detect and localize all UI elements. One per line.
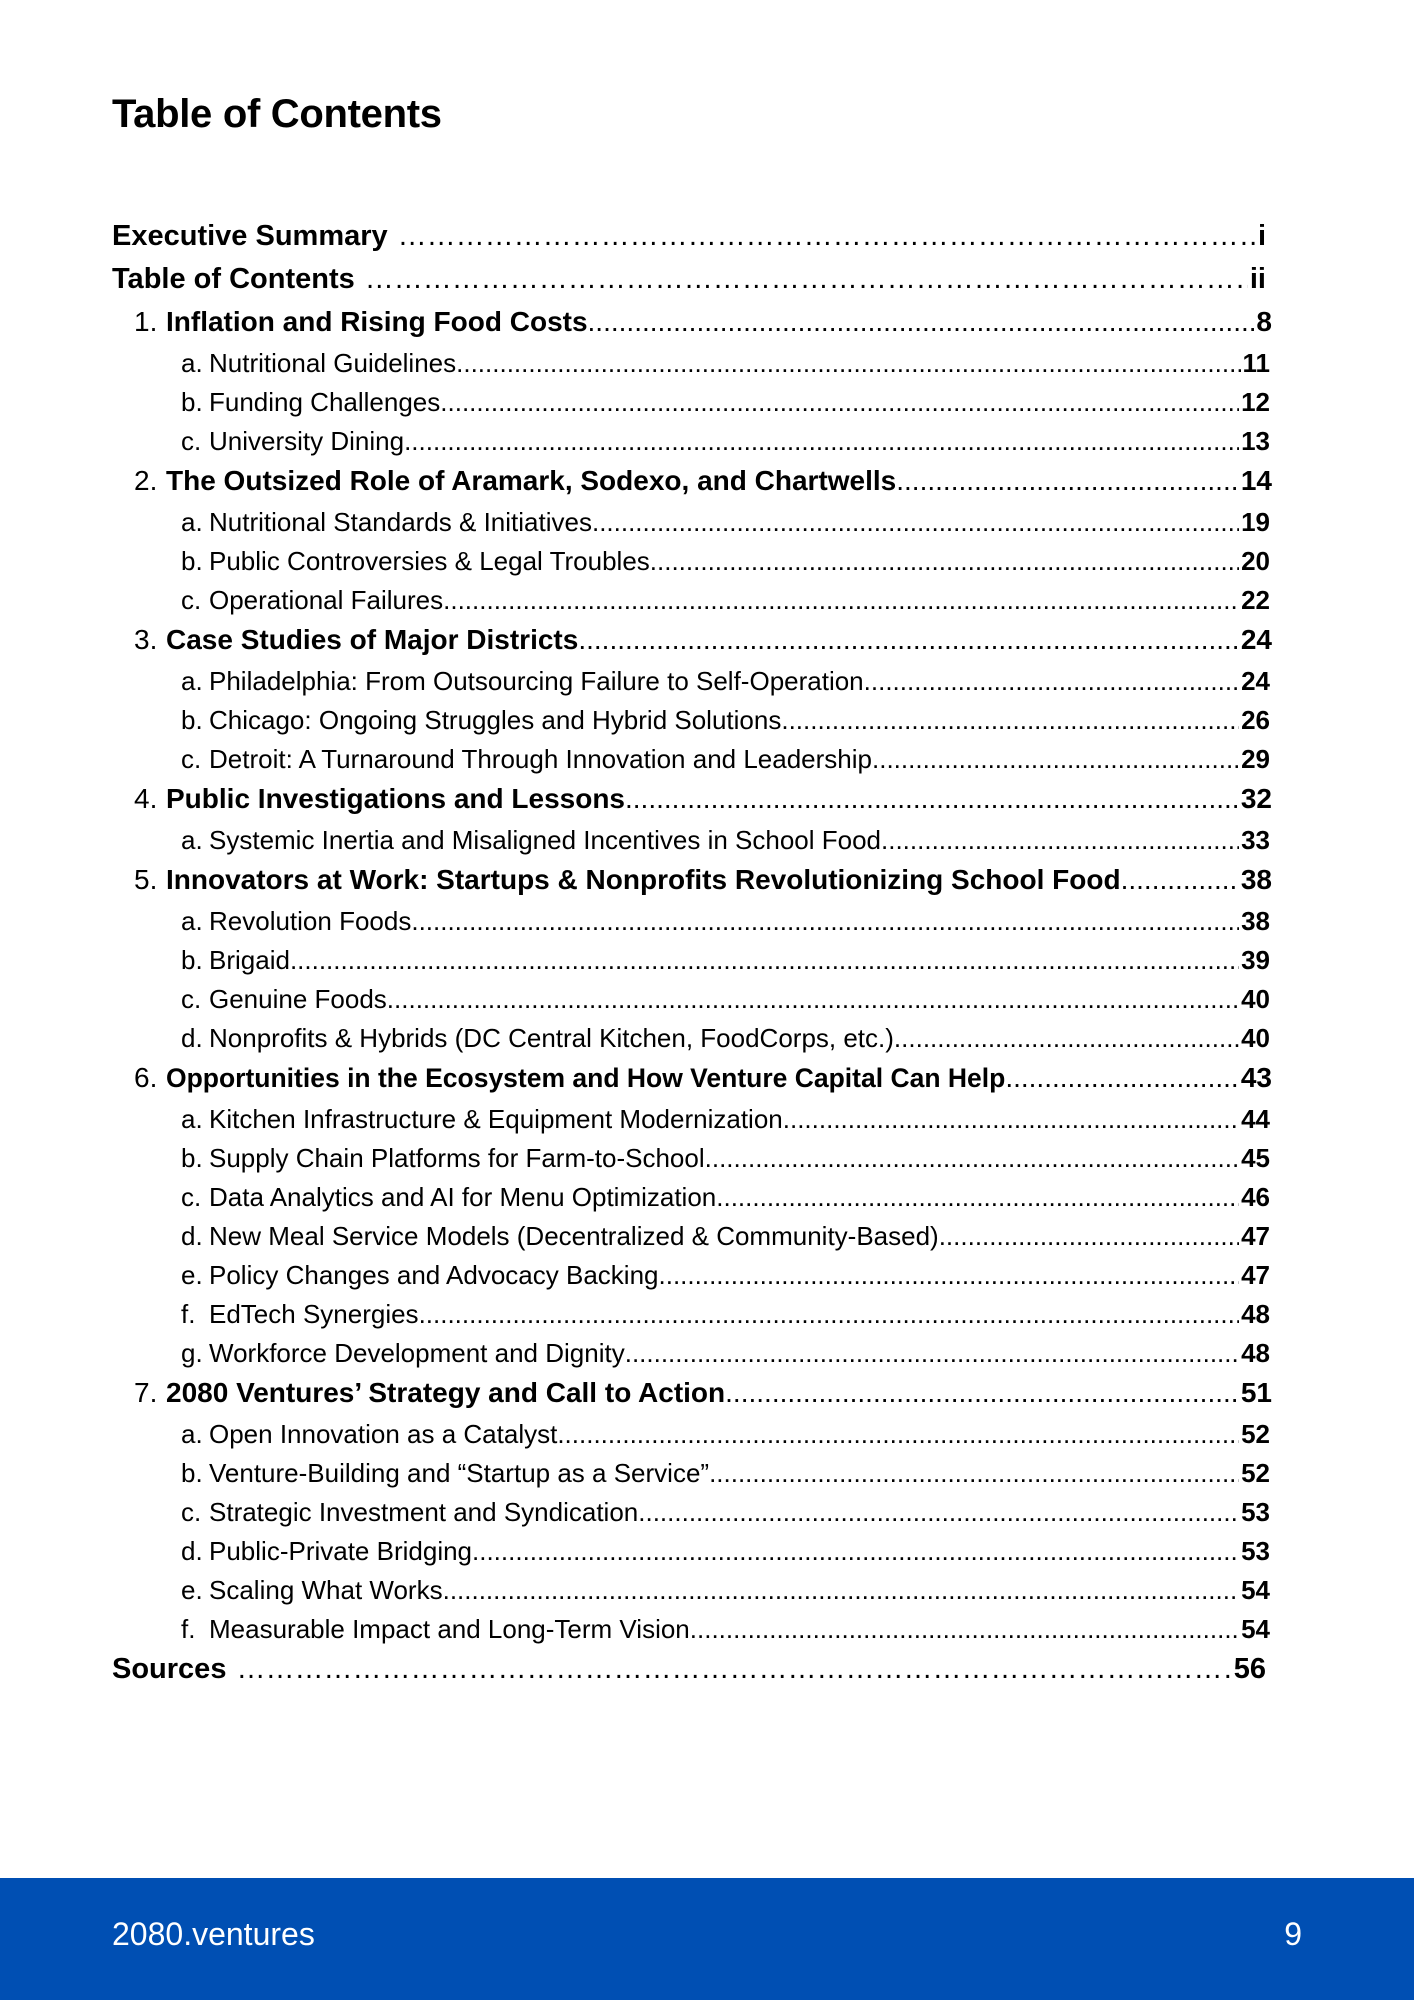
toc-subentry[interactable] bbox=[0, 1143, 1270, 1182]
toc-subentry[interactable] bbox=[0, 387, 1270, 426]
toc-entry-page: 51 bbox=[1240, 1377, 1272, 1408]
footer-site: 2080.ventures bbox=[112, 1916, 315, 1952]
toc-subentry[interactable] bbox=[0, 984, 1270, 1023]
toc-entry-number: b. bbox=[181, 387, 203, 417]
toc-leader-dots bbox=[1005, 1062, 1239, 1094]
toc-entry-number: 4. bbox=[134, 783, 158, 814]
toc-entry-title: Nutritional Guidelines bbox=[209, 348, 457, 378]
toc-entry-number: a. bbox=[181, 666, 203, 696]
toc-leader-dots bbox=[659, 1260, 1240, 1291]
toc-section-entry[interactable] bbox=[0, 465, 1272, 507]
toc-subentry[interactable] bbox=[0, 825, 1270, 864]
toc-entry-number: a. bbox=[181, 1104, 203, 1134]
toc-leader-dots bbox=[290, 945, 1239, 976]
footer-page-number: 9 bbox=[1284, 1916, 1302, 1952]
toc-entry-page: 52 bbox=[1241, 1419, 1270, 1449]
toc-subentry[interactable] bbox=[0, 705, 1270, 744]
toc-entry-page: 8 bbox=[1256, 306, 1272, 337]
toc-entry-page: 46 bbox=[1241, 1182, 1270, 1212]
toc-entry-title: Strategic Investment and Syndication bbox=[209, 1497, 639, 1527]
toc-entry-page: 53 bbox=[1241, 1536, 1270, 1566]
toc-entry-page: 38 bbox=[1240, 864, 1272, 895]
toc-entry-number: c. bbox=[181, 1497, 202, 1527]
toc-entry-title: Executive Summary bbox=[112, 220, 388, 252]
toc-entry-number: a. bbox=[181, 1419, 203, 1449]
toc-entry-number: 7. bbox=[134, 1377, 158, 1408]
toc-entry-number: f. bbox=[181, 1299, 196, 1329]
toc-leader-dots bbox=[638, 1497, 1239, 1528]
toc-subentry[interactable] bbox=[0, 1338, 1270, 1377]
toc-leader-dots bbox=[864, 666, 1239, 697]
toc-entry-title: Innovators at Work: Startups & Nonprofits Revolutionizing School Food bbox=[166, 864, 1121, 895]
toc-subentry[interactable] bbox=[0, 906, 1270, 945]
toc-leader-dots bbox=[456, 348, 1240, 379]
toc-entry-page: 40 bbox=[1241, 1023, 1270, 1053]
toc-entry-number: c. bbox=[181, 585, 202, 615]
toc-leader-dots bbox=[705, 1143, 1239, 1174]
toc-subentry[interactable] bbox=[0, 1536, 1270, 1575]
toc-entry-page: 14 bbox=[1240, 465, 1272, 496]
toc-leader-dots bbox=[387, 984, 1239, 1015]
toc-entry-page: 12 bbox=[1241, 387, 1270, 417]
toc-entry-page: i bbox=[1257, 220, 1266, 252]
toc-entry-page: 39 bbox=[1241, 945, 1270, 975]
toc-leader-dots bbox=[440, 387, 1239, 418]
toc-subentry[interactable] bbox=[0, 1299, 1270, 1338]
toc-leader-dots bbox=[557, 1419, 1239, 1450]
toc-entry-page: 24 bbox=[1240, 624, 1272, 655]
toc-subentry[interactable] bbox=[0, 348, 1270, 387]
toc-subentry[interactable] bbox=[0, 1104, 1270, 1143]
toc-entry-page: 53 bbox=[1241, 1497, 1270, 1527]
toc-entry-title: Operational Failures bbox=[209, 585, 444, 615]
toc-entry-title: Case Studies of Major Districts bbox=[166, 624, 579, 655]
toc-leader-dots bbox=[355, 263, 1248, 296]
toc-entry-title: Nonprofits & Hybrids (DC Central Kitchen, FoodCorps, etc.) bbox=[209, 1023, 894, 1053]
toc-entry-title: Measurable Impact and Long-Term Vision bbox=[209, 1614, 690, 1644]
toc-entry-number: c. bbox=[181, 426, 202, 456]
toc-entry-page: 43 bbox=[1240, 1062, 1272, 1093]
toc-leader-dots bbox=[578, 624, 1239, 656]
toc-leader-dots bbox=[443, 1575, 1239, 1606]
toc-entry-page: 11 bbox=[1242, 348, 1270, 378]
toc-entry-title: Venture-Building and “Startup as a Service” bbox=[209, 1458, 710, 1488]
toc-entry-number: b. bbox=[181, 546, 203, 576]
toc-subentry[interactable] bbox=[0, 666, 1270, 705]
toc-entry-page: 52 bbox=[1241, 1458, 1270, 1488]
toc-entry-title: Philadelphia: From Outsourcing Failure to Self-Operation bbox=[209, 666, 864, 696]
toc-leader-dots bbox=[472, 1536, 1239, 1567]
toc-entry-number: c. bbox=[181, 984, 202, 1014]
toc-subentry[interactable] bbox=[0, 1458, 1270, 1497]
toc-section-entry[interactable] bbox=[0, 1377, 1272, 1419]
toc-entry-number: b. bbox=[181, 1458, 203, 1488]
toc-entry-number: b. bbox=[181, 945, 203, 975]
toc-entry-page: 48 bbox=[1241, 1338, 1270, 1368]
toc-leader-dots bbox=[709, 1458, 1239, 1489]
toc-entry-title: 2080 Ventures’ Strategy and Call to Action bbox=[166, 1377, 726, 1408]
toc-entry-number: 2. bbox=[134, 465, 158, 496]
toc-leader-dots bbox=[625, 783, 1239, 815]
toc-subentry[interactable] bbox=[0, 585, 1270, 624]
toc-entry-page: 54 bbox=[1241, 1614, 1270, 1644]
toc-leader-dots bbox=[388, 220, 1256, 253]
toc-entry-page: 20 bbox=[1241, 546, 1270, 576]
toc-entry-title: The Outsized Role of Aramark, Sodexo, and Chartwells bbox=[166, 465, 897, 496]
toc-entry-page: 29 bbox=[1241, 744, 1270, 774]
toc-entry-title: Scaling What Works bbox=[209, 1575, 443, 1605]
toc-entry[interactable] bbox=[0, 220, 1266, 263]
toc-leader-dots bbox=[690, 1614, 1239, 1645]
toc-leader-dots bbox=[716, 1182, 1239, 1213]
toc-leader-dots bbox=[411, 906, 1239, 937]
toc-entry-title: Brigaid bbox=[209, 945, 290, 975]
toc-entry-title: Policy Changes and Advocacy Backing bbox=[209, 1260, 659, 1290]
toc-entry-number: 6. bbox=[134, 1062, 158, 1093]
toc-leader-dots bbox=[443, 585, 1239, 616]
toc-entry-title: Inflation and Rising Food Costs bbox=[166, 306, 588, 337]
toc-entry-page: 38 bbox=[1241, 906, 1270, 936]
toc-entry-number: e. bbox=[181, 1260, 203, 1290]
toc-entry-number: 1. bbox=[134, 306, 158, 337]
toc-entry-title: Nutritional Standards & Initiatives bbox=[209, 507, 592, 537]
toc-entry-number: d. bbox=[181, 1536, 203, 1566]
toc-entry-page: 45 bbox=[1241, 1143, 1270, 1173]
toc-entry-page: 24 bbox=[1241, 666, 1270, 696]
toc-leader-dots bbox=[592, 507, 1239, 538]
toc-entry-page: 32 bbox=[1240, 783, 1272, 814]
toc-entry-title: Detroit: A Turnaround Through Innovation and Leadership bbox=[209, 744, 872, 774]
toc-entry-title: Public-Private Bridging bbox=[209, 1536, 473, 1566]
toc-entry-page: 56 bbox=[1233, 1653, 1266, 1685]
toc-entry-page: 19 bbox=[1241, 507, 1270, 537]
page-title: Table of Contents bbox=[112, 92, 442, 136]
toc-subentry[interactable] bbox=[0, 1023, 1270, 1062]
toc-section-entry[interactable] bbox=[0, 1062, 1272, 1104]
toc-entry-number: a. bbox=[181, 906, 203, 936]
toc-leader-dots bbox=[1121, 864, 1239, 896]
toc-entry-number: a. bbox=[181, 348, 203, 378]
toc-entry-title: Systemic Inertia and Misaligned Incentives in School Food bbox=[209, 825, 882, 855]
toc-entry-number: e. bbox=[181, 1575, 203, 1605]
toc-entry-title: Revolution Foods bbox=[209, 906, 412, 936]
toc-entry-number: g. bbox=[181, 1338, 203, 1368]
toc-leader-dots bbox=[939, 1221, 1239, 1252]
toc-subentry[interactable] bbox=[0, 1614, 1270, 1653]
toc-entry-number: d. bbox=[181, 1023, 203, 1053]
toc-entry-title: Supply Chain Platforms for Farm-to-School bbox=[209, 1143, 705, 1173]
page-footer bbox=[0, 1878, 1414, 2000]
toc-entry-number: b. bbox=[181, 1143, 203, 1173]
toc-subentry[interactable] bbox=[0, 1221, 1270, 1260]
toc-subentry[interactable] bbox=[0, 507, 1270, 546]
toc-subentry[interactable] bbox=[0, 1260, 1270, 1299]
toc-leader-dots bbox=[419, 1299, 1240, 1330]
toc-subentry[interactable] bbox=[0, 1419, 1270, 1458]
toc-entry-number: 3. bbox=[134, 624, 158, 655]
toc-leader-dots bbox=[588, 306, 1255, 338]
toc-entry-page: ii bbox=[1249, 263, 1266, 295]
toc-leader-dots bbox=[896, 465, 1239, 497]
toc-entry-page: 26 bbox=[1241, 705, 1270, 735]
toc-entry-page: 47 bbox=[1241, 1260, 1270, 1290]
toc-entry-page: 47 bbox=[1241, 1221, 1270, 1251]
toc-entry-number: c. bbox=[181, 1182, 202, 1212]
toc-entry-title: EdTech Synergies bbox=[209, 1299, 419, 1329]
toc-entry[interactable] bbox=[0, 263, 1266, 306]
toc-entry-title: Data Analytics and AI for Menu Optimization bbox=[209, 1182, 717, 1212]
toc-entry-page: 44 bbox=[1241, 1104, 1270, 1134]
toc-entry-number: b. bbox=[181, 705, 203, 735]
toc-leader-dots bbox=[226, 1653, 1231, 1686]
toc-entry[interactable] bbox=[0, 1653, 1266, 1696]
toc-subentry[interactable] bbox=[0, 426, 1270, 465]
toc-entry-number: a. bbox=[181, 507, 203, 537]
toc-entry-title: Public Investigations and Lessons bbox=[166, 783, 625, 814]
toc-leader-dots bbox=[781, 705, 1239, 736]
toc-entry-number: c. bbox=[181, 744, 202, 774]
toc-leader-dots bbox=[625, 1338, 1239, 1369]
toc-subentry[interactable] bbox=[0, 1575, 1270, 1614]
toc-subentry[interactable] bbox=[0, 546, 1270, 585]
toc-entry-number: 5. bbox=[134, 864, 158, 895]
toc-section-entry[interactable] bbox=[0, 864, 1272, 906]
toc-section-entry[interactable] bbox=[0, 783, 1272, 825]
toc-entry-page: 54 bbox=[1241, 1575, 1270, 1605]
toc-entry-number: a. bbox=[181, 825, 203, 855]
toc-leader-dots bbox=[783, 1104, 1239, 1135]
toc-entry-title: Public Controversies & Legal Troubles bbox=[209, 546, 650, 576]
toc-entry-page: 48 bbox=[1241, 1299, 1270, 1329]
toc-entry-title: Sources bbox=[112, 1653, 227, 1685]
toc-entry-title: Table of Contents bbox=[112, 263, 355, 295]
toc-section-entry[interactable] bbox=[0, 306, 1272, 348]
toc-leader-dots bbox=[725, 1377, 1239, 1409]
toc-entry-title: New Meal Service Models (Decentralized & Community-Based) bbox=[209, 1221, 939, 1251]
toc-leader-dots bbox=[404, 426, 1239, 457]
toc-entry-number: f. bbox=[181, 1614, 196, 1644]
toc-entry-title: Genuine Foods bbox=[209, 984, 387, 1014]
toc-subentry[interactable] bbox=[0, 1497, 1270, 1536]
toc-entry-title: Funding Challenges bbox=[209, 387, 441, 417]
toc-entry-page: 40 bbox=[1241, 984, 1270, 1014]
toc-leader-dots bbox=[881, 825, 1239, 856]
toc-subentry[interactable] bbox=[0, 1182, 1270, 1221]
toc-leader-dots bbox=[872, 744, 1239, 775]
table-of-contents bbox=[0, 220, 1414, 1696]
toc-leader-dots bbox=[650, 546, 1239, 577]
toc-leader-dots bbox=[894, 1023, 1239, 1054]
toc-entry-page: 33 bbox=[1241, 825, 1270, 855]
toc-entry-title: Open Innovation as a Catalyst bbox=[209, 1419, 558, 1449]
toc-entry-title: Workforce Development and Dignity bbox=[209, 1338, 625, 1368]
toc-entry-page: 22 bbox=[1241, 585, 1270, 615]
toc-entry-title: University Dining bbox=[209, 426, 405, 456]
toc-subentry[interactable] bbox=[0, 945, 1270, 984]
toc-section-entry[interactable] bbox=[0, 624, 1272, 666]
toc-entry-page: 13 bbox=[1241, 426, 1270, 456]
toc-entry-title: Opportunities in the Ecosystem and How Venture Capital Can Help bbox=[166, 1063, 1006, 1093]
toc-subentry[interactable] bbox=[0, 744, 1270, 783]
toc-entry-number: d. bbox=[181, 1221, 203, 1251]
toc-entry-title: Kitchen Infrastructure & Equipment Modernization bbox=[209, 1104, 783, 1134]
toc-entry-title: Chicago: Ongoing Struggles and Hybrid Solutions bbox=[209, 705, 782, 735]
